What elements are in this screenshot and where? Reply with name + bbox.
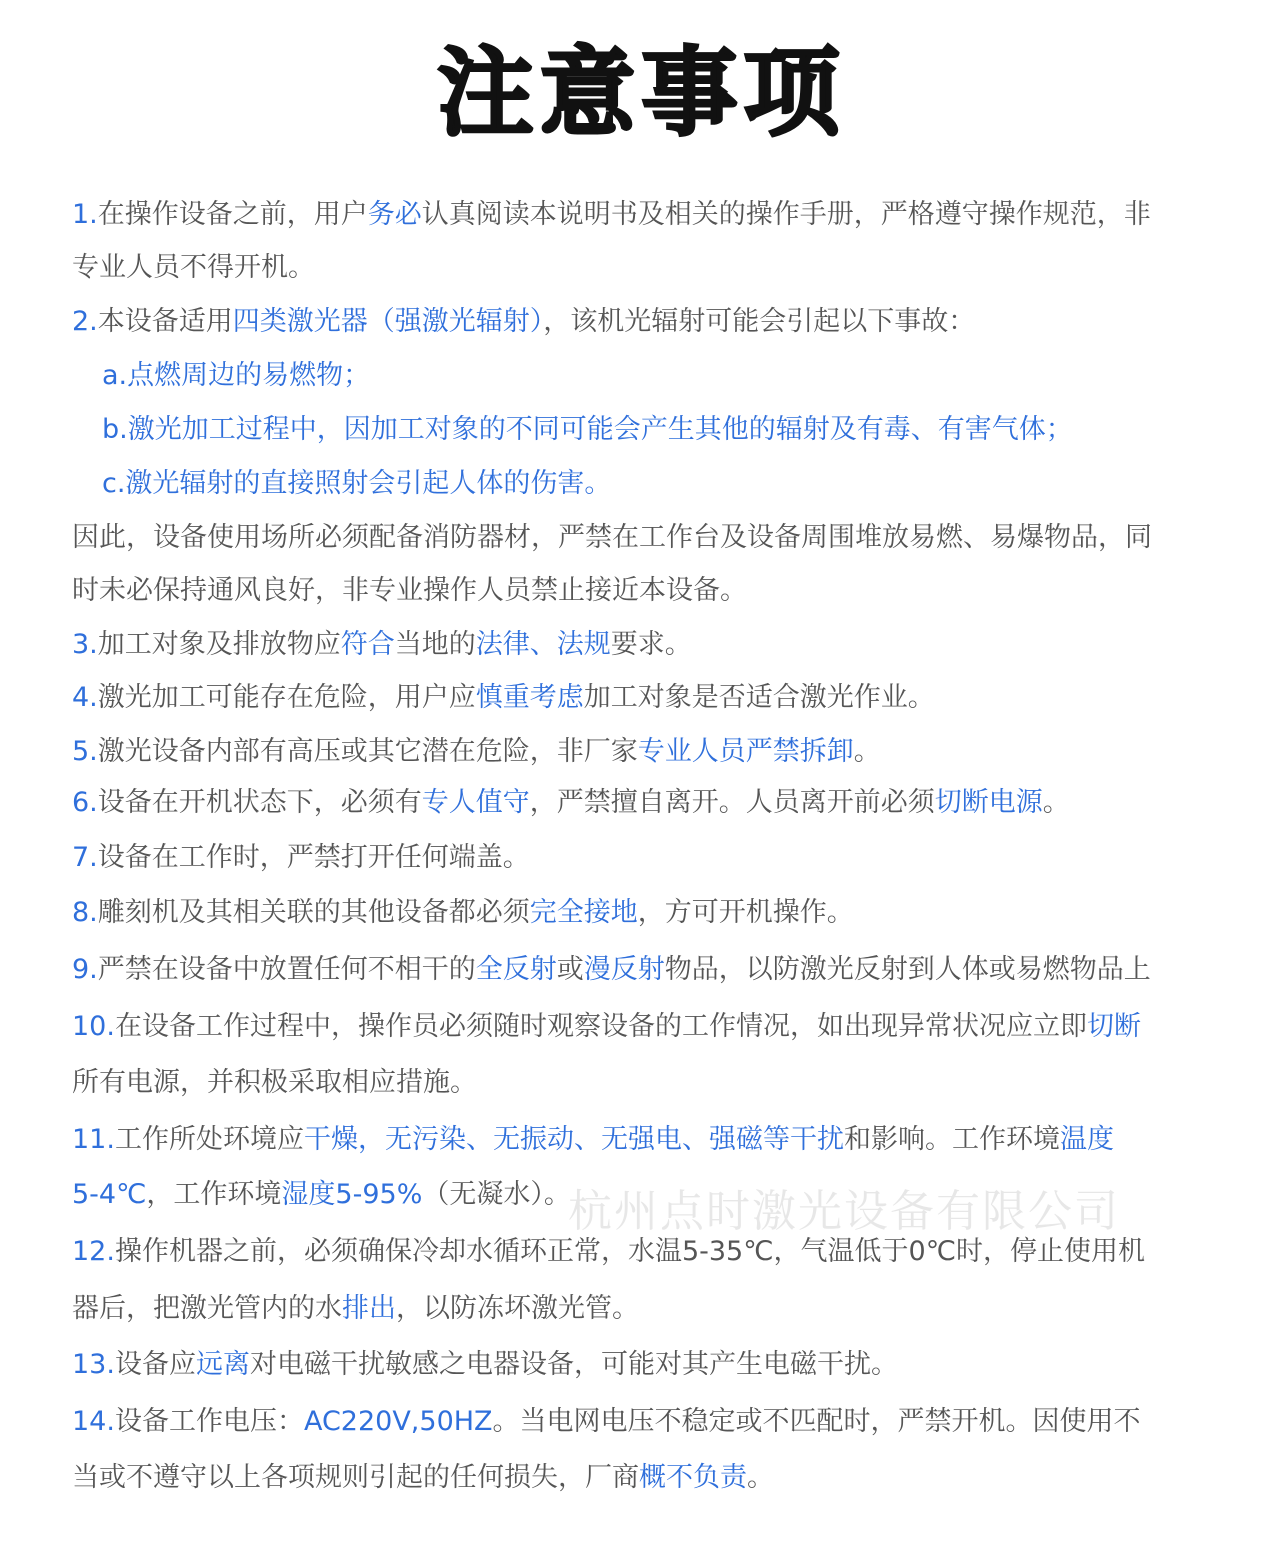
notice-line	[72, 1458, 774, 1498]
body-text: ，该机光辐射可能会引起以下事故：	[543, 306, 976, 337]
highlight-text: 专人值守	[421, 787, 530, 818]
body-text: 当地的	[394, 629, 476, 660]
body-text: 设备应	[114, 1349, 196, 1380]
page-title: 注意事项	[437, 37, 846, 149]
body-text: 。	[1042, 787, 1070, 818]
notice-line	[72, 1007, 1141, 1047]
highlight-text: a.点燃周边的易燃物；	[102, 360, 371, 391]
highlight-text: 干燥，无污染、无振动、无强电、强磁等干扰	[303, 1124, 844, 1155]
body-text: 和影响。工作环境	[843, 1124, 1060, 1155]
highlight-text: 1.	[72, 199, 98, 230]
body-text: 在操作设备之前，用户	[97, 199, 368, 230]
body-text: 器后，把激光管内的水	[72, 1293, 342, 1324]
body-text: 因此，设备使用场所必须配备消防器材，严禁在工作台及设备周围堆放易燃、易爆物品，同	[72, 522, 1152, 553]
highlight-text: 四类激光器（强激光辐射）	[232, 306, 544, 337]
body-text: 操作机器之前，必须确保冷却水循环正常，水温5-35℃，气温低于0℃时，停止使用机	[114, 1236, 1146, 1267]
highlight-text: 全反射	[475, 954, 557, 985]
body-text: 所有电源，并积极采取相应措施。	[72, 1067, 477, 1098]
notice-line	[72, 1120, 1114, 1160]
highlight-text: 远离	[195, 1349, 250, 1380]
highlight-text: 10.	[72, 1011, 115, 1042]
body-text: 设备工作电压：	[114, 1406, 304, 1437]
body-text: ，严禁擅自离开。人员离开前必须	[529, 787, 935, 818]
notice-line	[72, 732, 881, 772]
highlight-text: 专业人员严禁拆卸	[637, 736, 854, 767]
highlight-text: 漫反射	[583, 954, 665, 985]
body-text: 对电磁干扰敏感之电器设备，可能对其产生电磁干扰。	[249, 1349, 898, 1380]
highlight-text: 温度	[1059, 1124, 1114, 1155]
highlight-text: 7.	[72, 842, 98, 873]
highlight-text: 6.	[72, 787, 98, 818]
highlight-text: 9.	[72, 954, 98, 985]
body-text: 。	[853, 736, 881, 767]
body-text: 设备在工作时，严禁打开任何端盖。	[97, 842, 530, 873]
highlight-text: 符合	[340, 629, 395, 660]
notice-line	[102, 410, 1073, 450]
watermark: 杭州点时激光设备有限公司	[568, 1186, 1120, 1237]
body-text: 设备在开机状态下，必须有	[97, 787, 422, 818]
highlight-text: 概不负责	[639, 1462, 747, 1493]
body-text: 加工对象是否适合激光作业。	[583, 682, 935, 713]
highlight-text: 4.	[72, 682, 98, 713]
highlight-text: 11.	[72, 1124, 115, 1155]
body-text: ，方可开机操作。	[637, 897, 854, 928]
highlight-text: 切断电源	[934, 787, 1043, 818]
notice-line	[72, 783, 1070, 823]
notice-line	[102, 356, 370, 396]
notice-line	[72, 518, 1152, 558]
notice-line	[72, 1175, 571, 1215]
body-text: 在设备工作过程中，操作员必须随时观察设备的工作情况，如出现异常状况应立即	[114, 1011, 1087, 1042]
notice-line	[72, 950, 1151, 990]
body-text: 工作所处环境应	[114, 1124, 304, 1155]
notice-line	[72, 571, 747, 611]
highlight-text: 13.	[72, 1349, 115, 1380]
body-text: 。	[747, 1462, 774, 1493]
highlight-text: 务必	[367, 199, 422, 230]
body-text: ，以防冻坏激光管。	[396, 1293, 639, 1324]
highlight-text: 湿度5-95%	[281, 1179, 423, 1210]
highlight-text: 排出	[342, 1293, 396, 1324]
highlight-text: 慎重考虑	[475, 682, 584, 713]
body-text: 。当电网电压不稳定或不匹配时，严禁开机。因使用不	[492, 1406, 1141, 1437]
notice-line	[72, 248, 315, 288]
highlight-text: 12.	[72, 1236, 115, 1267]
body-text: （无凝水）。	[422, 1179, 571, 1210]
highlight-text: 完全接地	[529, 897, 638, 928]
highlight-text: 3.	[72, 629, 98, 660]
body-text: 要求。	[610, 629, 692, 660]
highlight-text: 切断	[1086, 1011, 1141, 1042]
highlight-text: 5.	[72, 736, 98, 767]
notice-line	[72, 893, 854, 933]
highlight-text: 5-4℃	[72, 1179, 147, 1210]
highlight-text: 14.	[72, 1406, 115, 1437]
body-text: 雕刻机及其相关联的其他设备都必须	[97, 897, 530, 928]
notice-line	[72, 302, 975, 342]
highlight-text: c.激光辐射的直接照射会引起人体的伤害。	[102, 468, 612, 499]
highlight-text: 2.	[72, 306, 98, 337]
notice-line	[72, 1345, 898, 1385]
body-text: 本设备适用	[97, 306, 233, 337]
notice-line	[72, 195, 1151, 235]
notice-line	[72, 678, 935, 718]
body-text: 物品，以防激光反射到人体或易燃物品上	[664, 954, 1151, 985]
notice-line	[72, 1289, 639, 1329]
notice-line	[102, 464, 611, 504]
notice-line	[72, 838, 530, 878]
notice-line	[72, 1402, 1141, 1442]
highlight-text: AC220V,50HZ	[303, 1406, 493, 1437]
notice-line	[72, 625, 692, 665]
body-text: 或	[556, 954, 584, 985]
body-text: 专业人员不得开机。	[72, 252, 315, 283]
body-text: 激光加工可能存在危险，用户应	[97, 682, 476, 713]
body-text: 当或不遵守以上各项规则引起的任何损失，厂商	[72, 1462, 639, 1493]
body-text: ，工作环境	[146, 1179, 282, 1210]
notice-line	[72, 1063, 477, 1103]
highlight-text: b.激光加工过程中，因加工对象的不同可能会产生其他的辐射及有毒、有害气体；	[102, 414, 1073, 445]
notice-line	[72, 1232, 1145, 1272]
body-text: 严禁在设备中放置任何不相干的	[97, 954, 476, 985]
highlight-text: 8.	[72, 897, 98, 928]
body-text: 认真阅读本说明书及相关的操作手册，严格遵守操作规范，非	[421, 199, 1151, 230]
body-text: 时未必保持通风良好，非专业操作人员禁止接近本设备。	[72, 575, 747, 606]
highlight-text: 法律、法规	[475, 629, 611, 660]
body-text: 加工对象及排放物应	[97, 629, 341, 660]
body-text: 激光设备内部有高压或其它潜在危险，非厂家	[97, 736, 638, 767]
